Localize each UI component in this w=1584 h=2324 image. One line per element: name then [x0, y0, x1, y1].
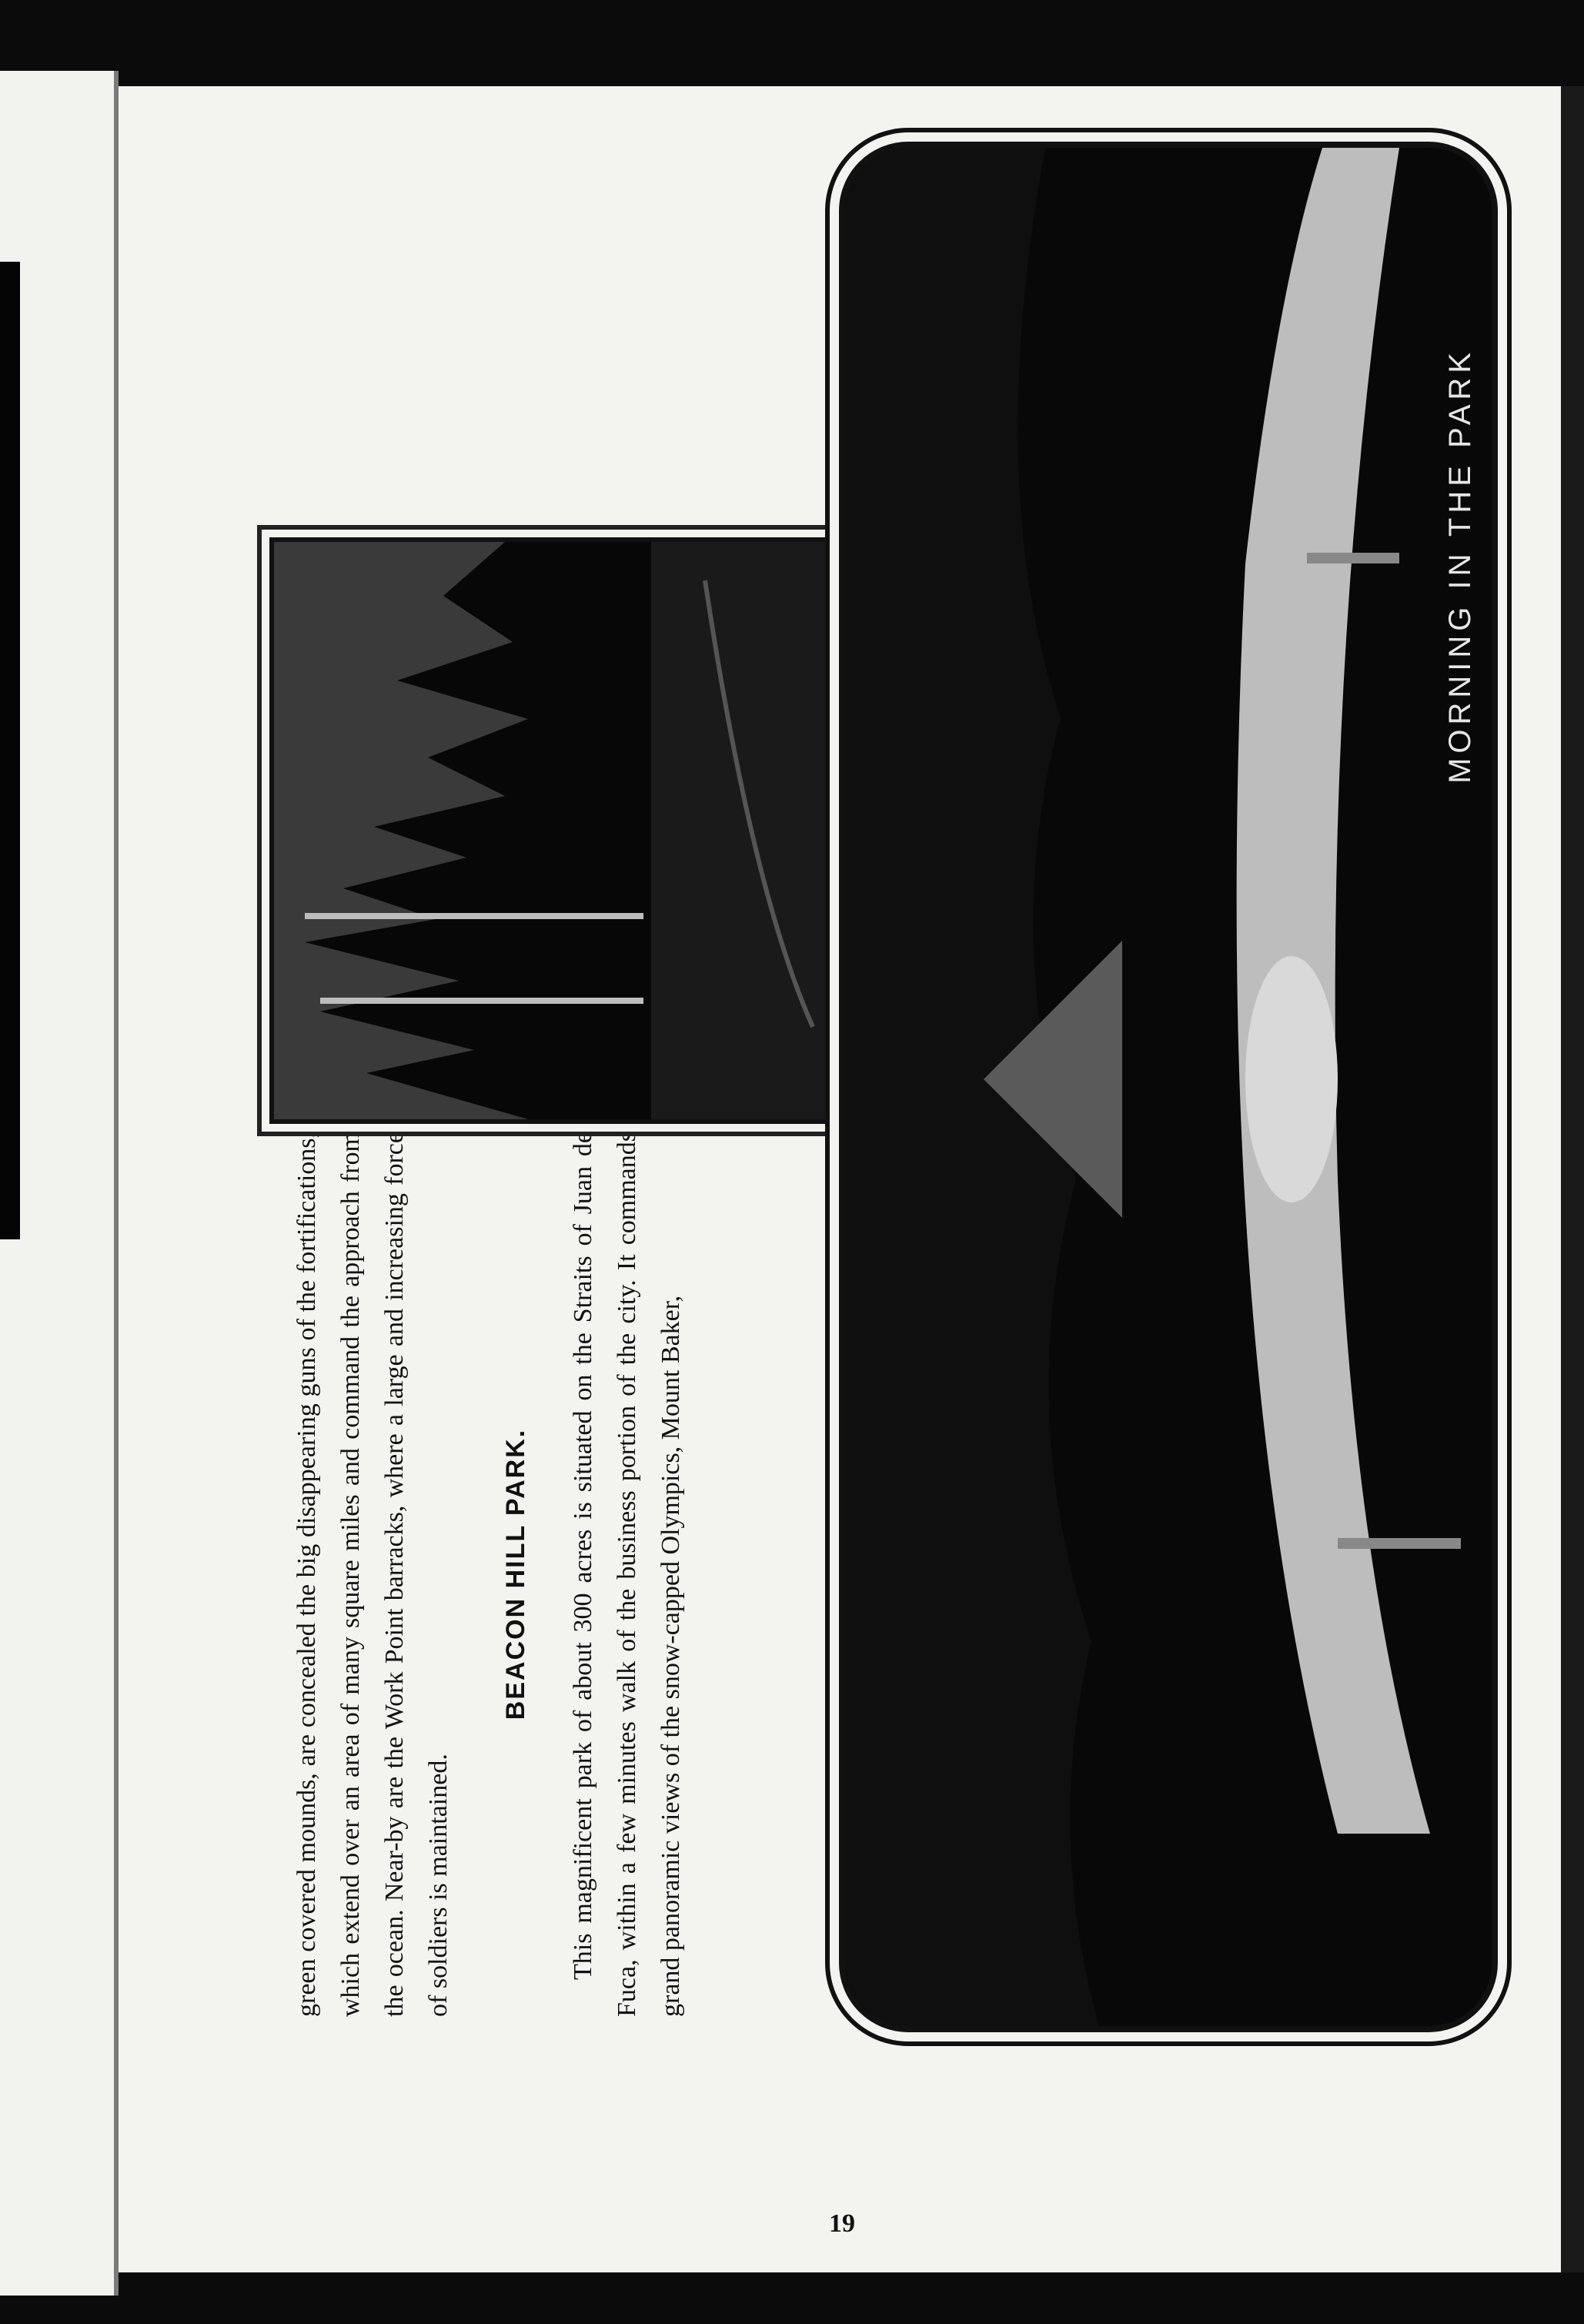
inset-photo-image: [274, 542, 859, 1119]
rotated-content: [254, 108, 1516, 2048]
left-page-dark-plate: [0, 262, 20, 1239]
main-photo-caption: MORNING IN THE PARK: [1443, 348, 1477, 784]
paragraph-beacon-hill: This magnificent park of about 300 acres is situated on the Straits of Juan de Fuca, within a few minutes walk of the business portion of the city. It commands grand panoramic views of the snow-capped Olympics, Mount Baker,: [569, 1132, 685, 2017]
page-number: 19: [829, 2209, 855, 2238]
main-photo-image: [845, 148, 1492, 2026]
right-page-edge: [1561, 86, 1584, 2272]
main-photo: [839, 142, 1498, 2032]
inset-photo: [269, 537, 864, 1124]
section-heading: BEACON HILL PARK.: [501, 1428, 530, 1720]
paragraph-fortifications: green covered mounds, are concealed the big disappearing guns of the fortifications, which extend over an area of many square miles and command the approach from the ocean. Near-by are the Work Point barracks, where a large and increasing force of soldiers is maintained.: [292, 1132, 453, 2017]
text-column: [285, 1132, 693, 2017]
